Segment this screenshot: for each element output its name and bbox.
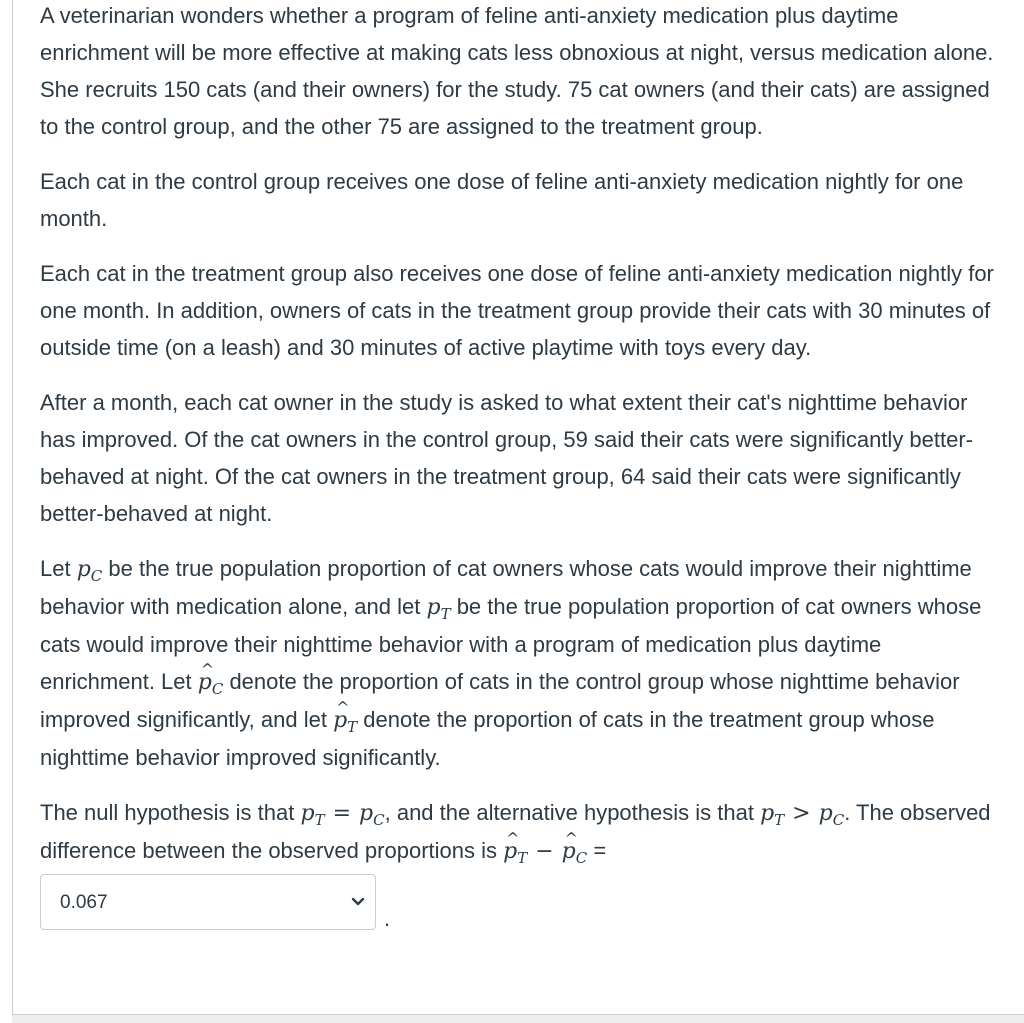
question-content <box>40 0 1000 930</box>
math-alt-hypothesis: $p_T > p_C$ <box>760 801 845 829</box>
paragraph-hypotheses: The null hypothesis is that $p_T = p_C$, and the alternative hypothesis is that $p_T > p_C$. The observed difference between the observed proportions is ^ $p_T$ −^ $p_C$ = <box>40 794 1000 870</box>
math-p-c: $p_C$ <box>76 557 103 585</box>
paragraph-study-intro: A veterinarian wonders whether a program of feline anti-anxiety medication plus daytime enrichment will be more effective at making cats less obnoxious at night, versus medication alone. She recruits 150 cats (and their owners) for the study. 75 cat owners (and their cats) are assigned to the control group, and the other 75 are assigned to the treatment group. <box>40 3 994 139</box>
paragraph-treatment-group: Each cat in the treatment group also receives one dose of feline anti-anxiety medication nightly for one month. In addition, owners of cats in the treatment group provide their cats with 30 minutes of outside time (on a leash) and 30 minutes of active playtime with toys every day. <box>40 261 994 360</box>
chevron-down-icon <box>351 895 365 909</box>
math-null-hypothesis: $p_T = p_C$ <box>300 801 385 829</box>
math-p-hat-c: ^ $p_C$ <box>198 670 224 695</box>
math-p-hat-t: ^ $p_T$ <box>333 708 357 733</box>
answer-dropdown[interactable] <box>40 874 376 930</box>
paragraph-control-group: Each cat in the control group receives one dose of feline anti-anxiety medication nightly for one month. <box>40 169 964 231</box>
math-p-t: $p_T$ <box>426 595 451 623</box>
paragraph-definitions: Let $p_C$ be the true population proportion of cat owners whose cats would improve their nighttime behavior with medication alone, and let $p_T$ be the true population proportion of cat owners whose cats would improve their nighttime behavior with a program of medication plus daytime enrichment. Let ^ $p_C$ denote the proportion of cats in the control group whose nighttime behavior improved significantly, and let ^ $p_T$ denote the proportion of cats in the treatment group whose nighttime behavior improved significantly. <box>40 550 1000 776</box>
answer-row <box>40 874 1000 930</box>
trailing-period: . <box>384 906 391 931</box>
paragraph-results: After a month, each cat owner in the study is asked to what extent their cat's nighttime behavior has improved. Of the cat owners in the control group, 59 said their cats were significantly better-behaved at night. Of the cat owners in the treatment group, 64 said their cats were significantly better-behaved at night. <box>40 390 974 526</box>
dropdown-selected-value: 0.067 <box>60 891 108 913</box>
left-border <box>12 0 13 1014</box>
math-difference: ^ $p_T$ −^ $p_C$ <box>503 839 587 864</box>
